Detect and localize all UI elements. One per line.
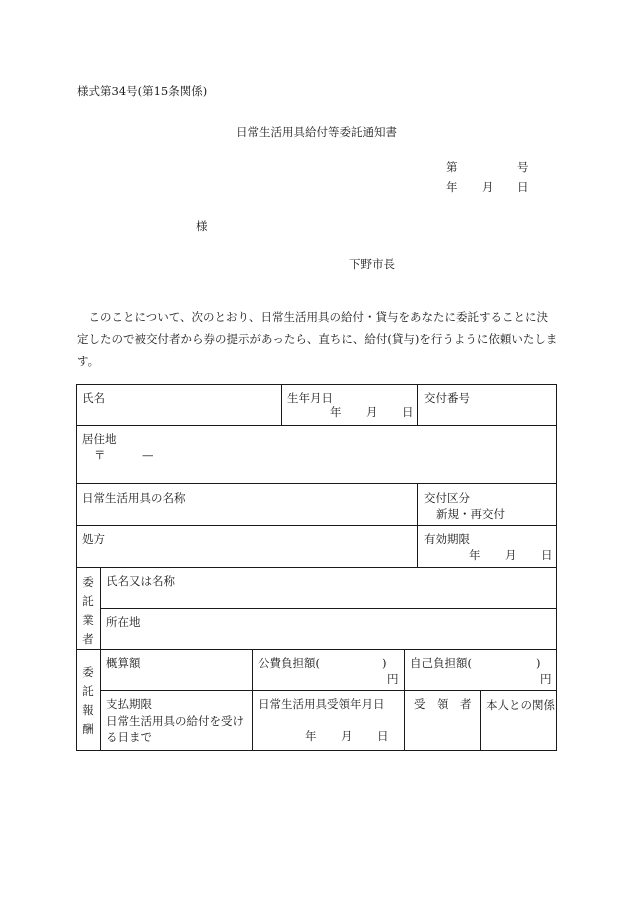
table-border-left [76,384,77,751]
birthdate-month: 月 [366,405,378,419]
row-divider [76,483,557,484]
col-divider [281,384,282,425]
row-divider [76,567,557,568]
addressee-suffix: 様 [196,219,208,233]
valid-month: 月 [505,548,517,562]
issue-type-label: 交付区分 [424,491,470,505]
issuer: 下野市長 [349,257,395,271]
birthdate-label: 生年月日 [287,391,333,405]
name-label: 氏名 [82,391,105,405]
row-divider [76,525,557,526]
public-burden-close: ) [382,656,387,670]
col-divider [404,649,405,750]
contractor-label: 委託業者 [82,575,94,646]
relation-label: 本人との関係 [486,698,555,712]
valid-day: 日 [541,548,553,562]
col-divider [480,690,481,750]
payment-deadline-sub: 日常生活用具の給付を受ける日まで [106,714,244,744]
valid-period-label: 有効期限 [424,532,470,546]
number-label: 第 [446,160,458,174]
public-burden-label: 公費負担額( [258,656,320,670]
valid-year: 年 [469,548,481,562]
issue-type-value: 新規・再交付 [436,507,505,521]
receipt-year: 年 [305,729,317,743]
contractor-address-label: 所在地 [106,615,141,629]
public-burden-yen: 円 [387,672,399,686]
self-burden-label: 自己負担額( [410,656,472,670]
document-title: 日常生活用具給付等委託通知書 [236,125,397,139]
body-paragraph: このことについて、次のとおり、日常生活用具の給付・貸与をあなたに委託することに決定したので被交付者から券の提示があったら、直ちに、給付(貸与)を行うように依頼いたします。 [77,310,558,368]
table-border-bottom [76,750,557,751]
row-divider [100,690,557,691]
form-id: 様式第34号(第15条関係) [77,84,208,98]
birthdate-year: 年 [330,405,342,419]
table-border-right [556,384,557,751]
self-burden-yen: 円 [540,672,552,686]
prescription-label: 処方 [82,532,105,546]
birthdate-day: 日 [402,405,414,419]
table-border-top [76,384,557,385]
postal-dash: — [142,448,154,462]
receipt-month: 月 [341,729,353,743]
receipt-day: 日 [377,729,389,743]
date-month-label: 月 [482,180,494,194]
col-divider [252,649,253,750]
date-year-label: 年 [446,180,458,194]
contractor-name-label: 氏名又は名称 [106,574,175,588]
col-divider [100,567,101,750]
fee-label: 委託報酬 [82,665,94,736]
issue-number-label: 交付番号 [424,391,470,405]
postal-mark: 〒 [94,448,106,462]
receiver-label: 受 領 者 [414,697,472,711]
self-burden-close: ) [536,656,541,670]
payment-deadline-label: 支払期限 [106,697,152,711]
address-label: 居住地 [82,432,117,446]
number-suffix: 号 [517,160,529,174]
row-divider [100,608,557,609]
col-divider [417,483,418,567]
date-day-label: 日 [517,180,529,194]
equipment-name-label: 日常生活用具の名称 [82,491,186,505]
row-divider [76,425,557,426]
row-divider [76,649,557,650]
receipt-date-label: 日常生活用具受領年月日 [258,697,385,711]
estimate-label: 概算額 [106,656,141,670]
col-divider [417,384,418,425]
